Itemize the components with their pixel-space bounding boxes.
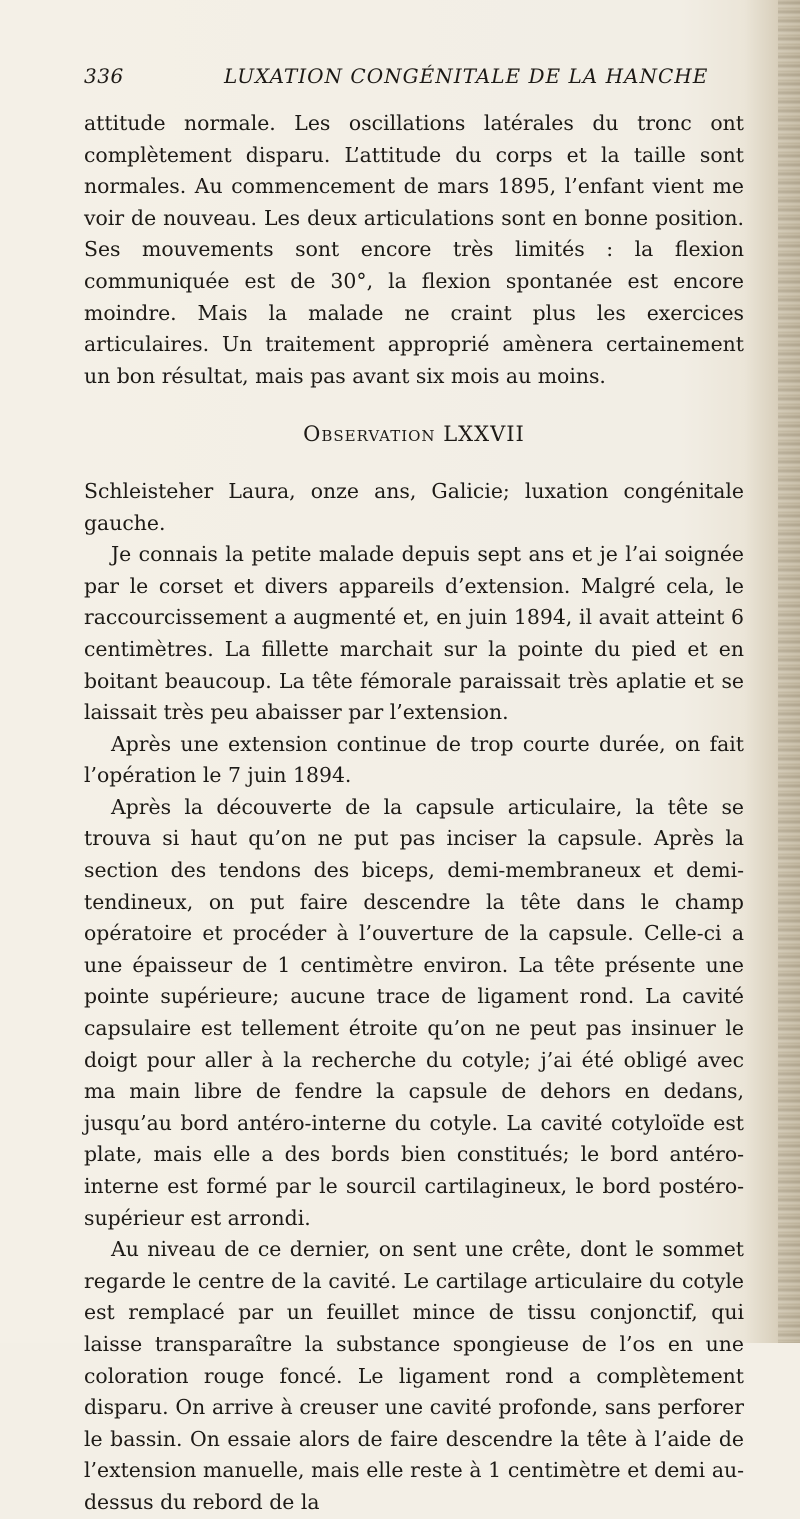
page-edge-shadow (778, 0, 800, 1343)
running-title: LUXATION CONGÉNITALE DE LA HANCHE (224, 64, 709, 88)
page-number: 336 (84, 64, 124, 88)
observation-heading-number: LXXVII (443, 422, 525, 447)
body-text (84, 108, 744, 1519)
paragraph-operation-date: Après une extension continue de trop courte durée, on fait l’opération le 7 juin 1894. (84, 731, 744, 788)
paragraph-findings: Au niveau de ce dernier, on sent une crête, dont le sommet regarde le centre de la cavité. Le cartilage articulaire du cotyle est remplacé par un feuillet mince de tissu conjonctif, qui laisse transparaître la substance spongieuse de l’os en une coloration rouge foncé. Le ligament rond a complètement disparu. On arrive à creuser une cavité profonde, sans perforer le bassin. On essaie alors de faire descendre la tête à l’aide de l’extension manuelle, mais elle reste à 1 centimètre et demi au-dessus du rebord de la (84, 1237, 744, 1514)
page-header (84, 64, 744, 94)
observation-heading-word: Observation (303, 422, 436, 447)
observation-heading (84, 419, 744, 451)
paragraph-continuation: attitude normale. Les oscillations latérales du tronc ont complètement disparu. L’attitude du corps et la taille sont normales. Au commencement de mars 1895, l’enfant vient me voir de nouveau. Les deux articulations sont en bonne position. Ses mouvements sont encore très limités : la flexion communiquée est de 30°, la flexion spontanée est encore moindre. Mais la malade ne craint plus les exercices articulaires. Un traitement approprié amènera certainement un bon résultat, mais pas avant six mois au moins. (84, 111, 744, 388)
paragraph-history: Je connais la petite malade depuis sept ans et je l’ai soignée par le corset et divers appareils d’extension. Malgré cela, le raccourcissement a augmenté et, en juin 1894, il avait atteint 6 centimètres. La fillette marchait sur la pointe du pied et en boitant beaucoup. La tête fémorale paraissait très aplatie et se laissait très peu abaisser par l’extension. (84, 542, 744, 725)
paragraph-operation-details: Après la découverte de la capsule articulaire, la tête se trouva si haut qu’on ne put pas inciser la capsule. Après la section des tendons des biceps, demi-membraneux et demi-tendineux, on put faire descendre la tête dans le champ opératoire et procéder à l’ouverture de la capsule. Celle-ci a une épaisseur de 1 centimètre environ. La tête présente une pointe supérieure; aucune trace de ligament rond. La cavité capsulaire est tellement étroite qu’on ne peut pas insinuer le doigt pour aller à la recherche du cotyle; j’ai été obligé avec ma main libre de fendre la capsule de dehors en dedans, jusqu’au bord antéro-interne du cotyle. La cavité cotyloïde est plate, mais elle a des bords bien constitués; le bord antéro-interne est formé par le sourcil cartilagineux, le bord postéro-supérieur est arrondi. (84, 794, 744, 1230)
paragraph-patient: Schleisteher Laura, onze ans, Galicie; luxation congénitale gauche. (84, 478, 744, 535)
